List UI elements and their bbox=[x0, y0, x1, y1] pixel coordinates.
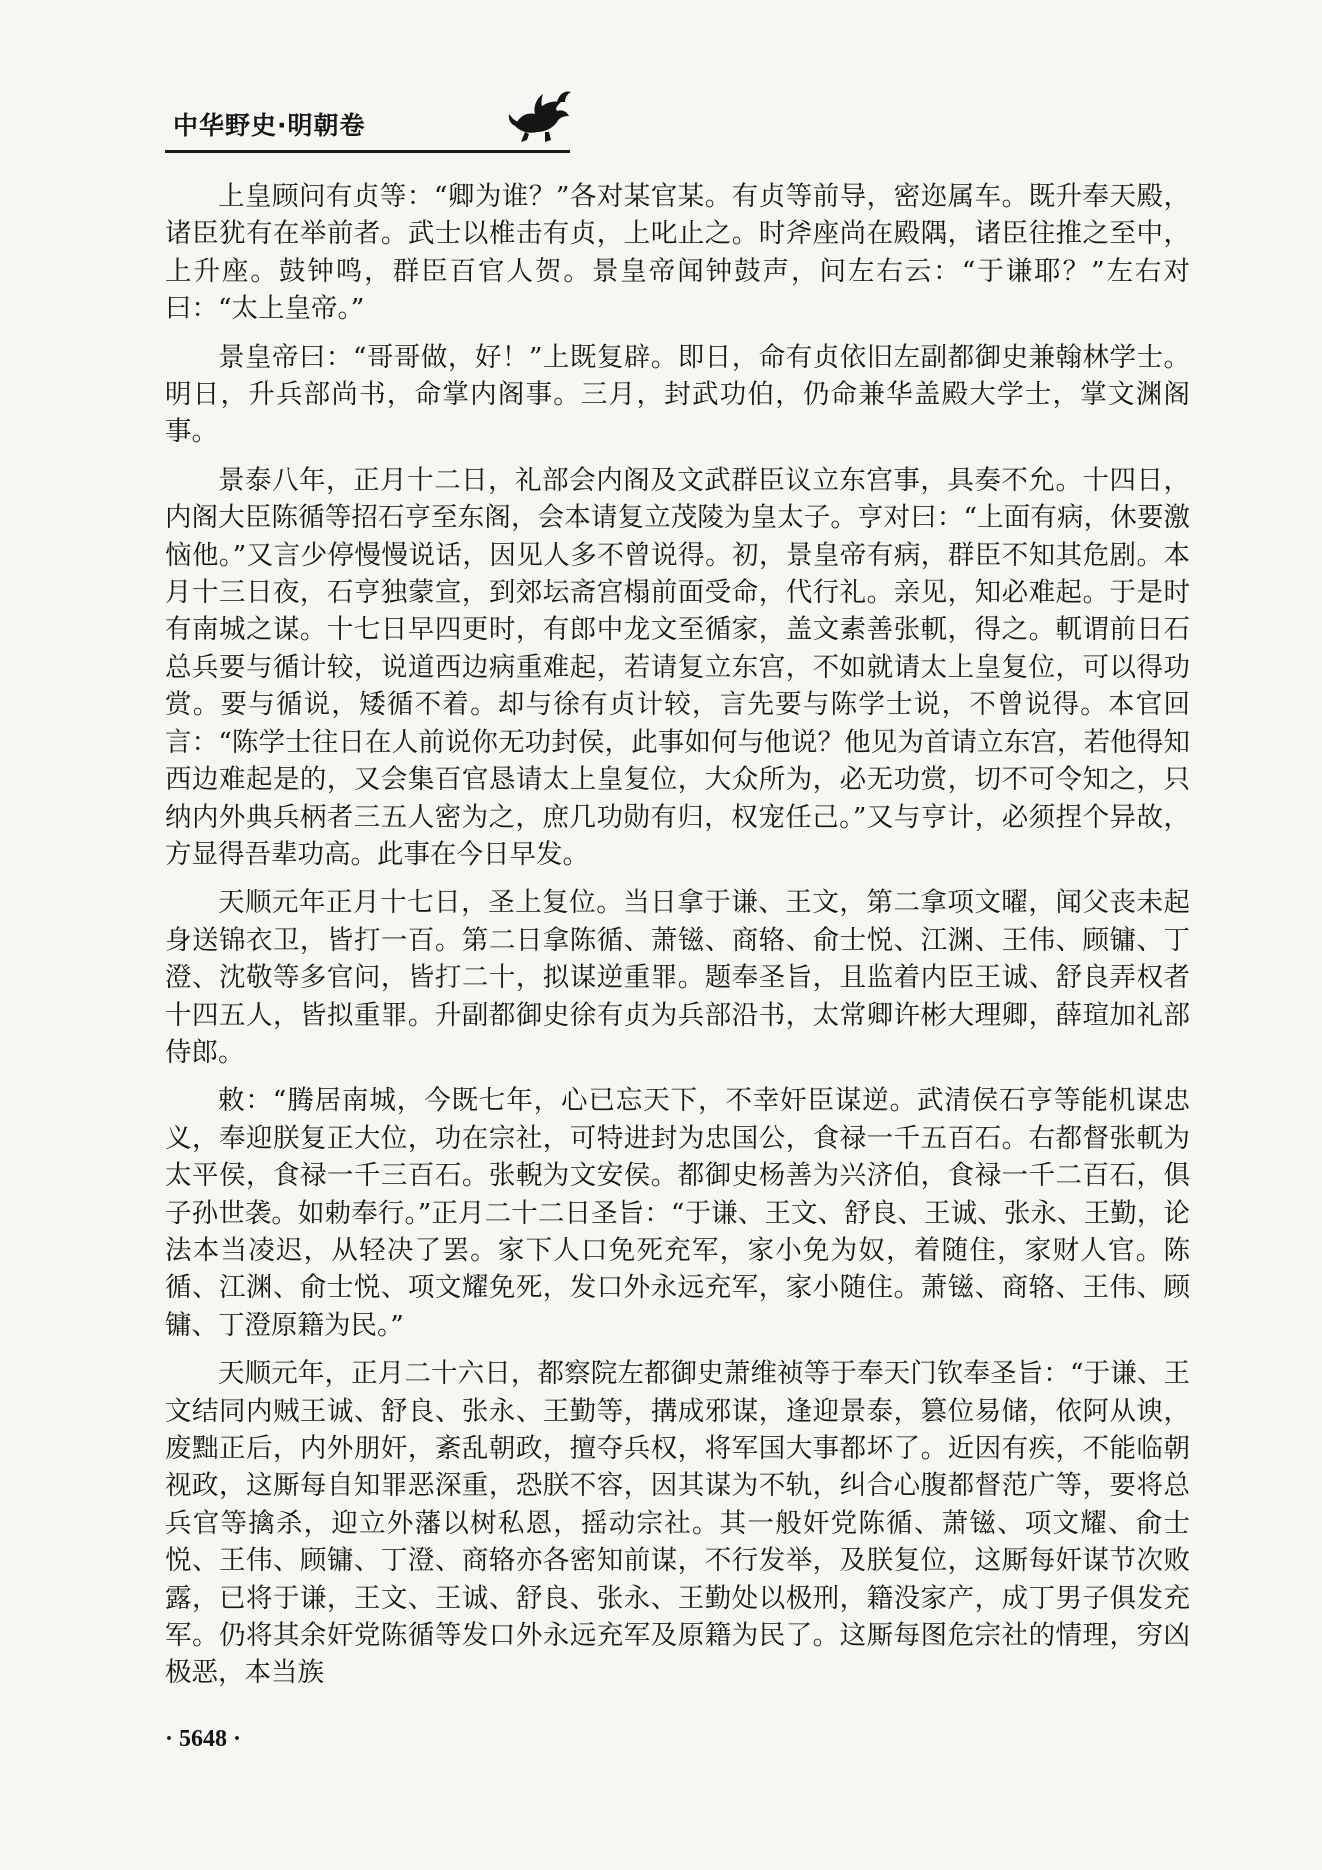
paragraph: 敕：“腾居南城，今既七年，心已忘天下，不幸奸臣谋逆。武清侯石亨等能机谋忠义，奉迎朕复正大位，功在宗社，可特进封为忠国公，食禄一千五百石。右都督张軏为太平侯，食禄一千三百石。张輗为文安侯。都御史杨善为兴济伯，食禄一千二百石，俱子孙世袭。如勅奉行。”正月二十二日圣旨：“于谦、王文、舒良、王诚、张永、王勤，论法本当凌迟，从轻决了罢。家下人口免死充军，家小免为奴，着随住，家财人官。陈循、江渊、俞士悦、项文耀免死，发口外永远充军，家小随住。萧镃、商辂、王伟、顾镛、丁澄原籍为民。” bbox=[165, 1085, 1190, 1341]
page-number: · 5648 · bbox=[165, 1726, 242, 1752]
book-title: 中华野史·明朝卷 bbox=[173, 111, 366, 140]
paragraph: 天顺元年，正月二十六日，都察院左都御史萧维祯等于奉天门钦奉圣旨：“于谦、王文结同内贼王诚、舒良、张永、王勤等，搆成邪谋，逢迎景泰，篡位易储，依阿从谀，废黜正后，内外朋奸，紊乱朝政，擅夺兵权，将军国大事都坏了。近因有疾，不能临朝视政，这厮每自知罪恶深重，恐朕不容，因其谋为不轨，纠合心腹都督范广等，要将总兵官等擒杀，迎立外藩以树私恩，摇动宗社。其一般奸党陈循、萧镃、项文耀、俞士悦、王伟、顾镛、丁澄、商辂亦各密知前谋，不行发举，及朕复位，这厮每奸谋节次败露，已将于谦，王文、王诚、舒良、张永、王勤处以极刑，籍没家产，成丁男子俱发充军。仍将其余奸党陈循等发口外永远充军及原籍为民了。这厮每图危宗社的情理，穷凶极恶，本当族 bbox=[165, 1358, 1190, 1689]
paragraph: 景皇帝曰：“哥哥做，好！”上既复辟。即日，命有贞依旧左副都御史兼翰林学士。明日，升兵部尚书，命掌内阁事。三月，封武功伯，仍命兼华盖殿大学士，掌文渊阁事。 bbox=[165, 341, 1190, 448]
article-body bbox=[165, 178, 1190, 1703]
header-rule bbox=[165, 150, 570, 153]
paragraph: 上皇顾问有贞等：“卿为谁？”各对某官某。有贞等前导，密迩属车。既升奉天殿，诸臣犹有在举前者。武士以椎击有贞，上叱止之。时斧座尚在殿隅，诸臣往推之至中，上升座。鼓钟鸣，群臣百官人贺。景皇帝闻钟鼓声，问左右云：“于谦耶？”左右对曰：“太上皇帝。” bbox=[165, 181, 1190, 325]
paragraph: 天顺元年正月十七日，圣上复位。当日拿于谦、王文，第二拿项文曜，闻父丧未起身送锦衣卫，皆打一百。第二日拿陈循、萧镃、商辂、俞士悦、江渊、王伟、顾镛、丁澄、沈敬等多官问，皆打二十，拟谋逆重罪。题奉圣旨，且监着内臣王诚、舒良弄权者十四五人，皆拟重罪。升副都御史徐有贞为兵部沿书，太常卿许彬大理卿，薛瑄加礼部侍郎。 bbox=[165, 887, 1190, 1068]
dragon-emblem-icon bbox=[505, 78, 575, 148]
paragraph: 景泰八年，正月十二日，礼部会内阁及文武群臣议立东宫事，具奏不允。十四日，内阁大臣陈循等招石亨至东阁，会本请复立茂陵为皇太子。亨对曰：“上面有病，休要激恼他。”又言少停慢慢说话，因见人多不曾说得。初，景皇帝有病，群臣不知其危剧。本月十三日夜，石亨独蒙宣，到郊坛斋宫榻前面受命，代行礼。亲见，知必难起。于是时有南城之谋。十七日早四更时，有郎中龙文至循家，盖文素善张軏，得之。軏谓前日石总兵要与循计较，说道西边病重难起，若请复立东宫，不如就请太上皇复位，可以得功赏。要与循说，矮循不着。却与徐有贞计较，言先要与陈学士说，不曾说得。本官回言：“陈学士往日在人前说你无功封侯，此事如何与他说？他见为首请立东宫，若他得知西边难起是的，又会集百官恳请太上皇复位，大众所为，必无功赏，切不可令知之，只纳内外典兵柄者三五人密为之，庶几功勋有归，权宠任己。”又与亨计，必须捏个异故，方显得吾辈功高。此事在今日早发。 bbox=[165, 464, 1190, 870]
